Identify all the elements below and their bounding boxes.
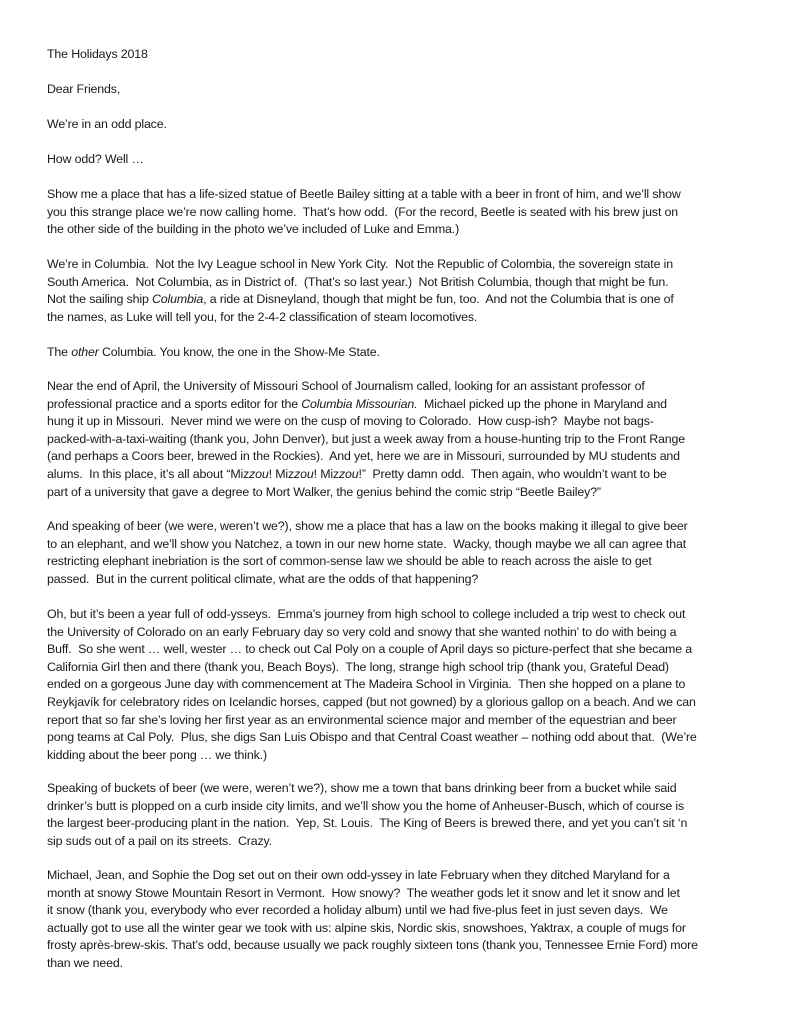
text-run: actually got to use all the winter gear we took with us: alpine skis, Nordic skis, snowshoes, Yaktrax, a couple of mugs for bbox=[47, 920, 686, 935]
italic-text-run: zou bbox=[339, 466, 359, 481]
text-line bbox=[47, 712, 767, 730]
text-run: The Holidays 2018 bbox=[47, 47, 148, 61]
paragraph-beetle-statue bbox=[47, 186, 767, 239]
text-run: Speaking of buckets of beer (we were, weren’t we?), show me a town that bans drinking beer from a bucket while said bbox=[47, 781, 677, 795]
text-line bbox=[47, 536, 767, 554]
text-line bbox=[47, 116, 767, 134]
text-run: California Girl then and there (thank you, Beach Boys). The long, strange high school trip (thank you, Grateful Dead) bbox=[47, 659, 669, 674]
text-run: , a ride at Disneyland, though that might be fun, too. And not the Columbia that is one of bbox=[203, 292, 674, 307]
text-run: Dear Friends, bbox=[47, 82, 121, 96]
text-line bbox=[47, 694, 767, 712]
text-run: you this strange place we’re now calling home. That’s how odd. (For the record, Beetle is seated with his brew just on bbox=[47, 204, 679, 219]
text-run: month at snowy Stowe Mountain Resort in Vermont. How snowy? The weather gods let it snow and let it snow and let bbox=[47, 885, 680, 900]
text-line bbox=[47, 81, 767, 99]
text-run: the other side of the building in the photo we’ve included of Luke and Emma.) bbox=[47, 222, 460, 237]
text-line bbox=[47, 344, 767, 362]
text-run: ! Miz bbox=[313, 466, 340, 481]
text-run: South America. Not Columbia, as in District of. (That’s so last year.) Not British Columbia, though that might be fun. bbox=[47, 274, 669, 289]
text-line bbox=[47, 833, 767, 851]
paragraph-how-odd bbox=[47, 151, 767, 169]
text-line bbox=[47, 256, 767, 274]
text-line bbox=[47, 729, 767, 747]
text-run: than we need. bbox=[47, 955, 123, 970]
text-line bbox=[47, 291, 767, 309]
text-line bbox=[47, 204, 767, 222]
text-run: it snow (thank you, everybody who ever recorded a holiday album) until we had five-plus feet in just seven days. We bbox=[47, 903, 668, 918]
text-run: How odd? Well … bbox=[47, 152, 144, 166]
paragraph-columbia bbox=[47, 256, 767, 326]
text-line bbox=[47, 867, 767, 885]
text-run: We’re in an odd place. bbox=[47, 117, 167, 131]
text-line bbox=[47, 378, 767, 396]
text-line bbox=[47, 413, 767, 431]
text-run: packed-with-a-taxi-waiting (thank you, John Denver), but just a week away from a house-hunting trip to the Front Range bbox=[47, 431, 685, 446]
text-run: sip suds out of a pail on its streets. Crazy. bbox=[47, 833, 272, 848]
text-line bbox=[47, 955, 767, 973]
text-line bbox=[47, 641, 767, 659]
text-run: part of a university that gave a degree to Mort Walker, the genius behind the comic strip “Beetle Bailey?” bbox=[47, 484, 601, 499]
text-run: passed. But in the current political climate, what are the odds of that happening? bbox=[47, 571, 479, 586]
letter-date bbox=[47, 46, 767, 64]
text-line bbox=[47, 937, 767, 955]
text-line bbox=[47, 186, 767, 204]
text-run: restricting elephant inebriation is the sort of common-sense law we should be able to reach across the aisle to get bbox=[47, 554, 652, 569]
italic-text-run: other bbox=[71, 345, 99, 359]
text-line bbox=[47, 518, 767, 536]
italic-text-run: zou bbox=[249, 466, 269, 481]
text-run: Columbia. You know, the one in the Show-Me State. bbox=[98, 345, 380, 359]
text-run: hung it up in Missouri. Never mind we were on the cusp of moving to Colorado. How cusp-ish? Maybe not bags- bbox=[47, 414, 654, 429]
italic-text-run: zou bbox=[294, 466, 314, 481]
text-run: Michael picked up the phone in Maryland and bbox=[417, 396, 667, 411]
text-line bbox=[47, 466, 767, 484]
text-line bbox=[47, 553, 767, 571]
text-line bbox=[47, 780, 767, 798]
text-line bbox=[47, 448, 767, 466]
italic-text-run: Columbia Missourian. bbox=[301, 396, 418, 411]
paragraph-st-louis bbox=[47, 780, 767, 850]
letter-salutation bbox=[47, 81, 767, 99]
text-line bbox=[47, 624, 767, 642]
paragraph-stowe bbox=[47, 867, 767, 973]
text-run: Not the sailing ship bbox=[47, 292, 152, 307]
text-run: drinker’s butt is plopped on a curb inside city limits, and we’ll show you the home of Anheuser-Busch, which of course is bbox=[47, 798, 685, 813]
text-run: Show me a place that has a life-sized statue of Beetle Bailey sitting at a table with a beer in front of him, and we’ll show bbox=[47, 187, 681, 201]
text-line bbox=[47, 676, 767, 694]
text-line bbox=[47, 221, 767, 239]
italic-text-run: Columbia bbox=[151, 292, 204, 307]
text-run: to an elephant, and we’ll show you Natchez, a town in our new home state. Wacky, though maybe we all can agree that bbox=[47, 536, 686, 551]
text-line bbox=[47, 815, 767, 833]
text-run: We’re in Columbia. Not the Ivy League school in New York City. Not the Republic of Colombia, the sovereign state in bbox=[47, 257, 673, 271]
paragraph-other-columbia bbox=[47, 344, 767, 362]
text-run: the names, as Luke will tell you, for the 2-4-2 classification of steam locomotives. bbox=[47, 309, 478, 324]
text-line bbox=[47, 309, 767, 327]
text-run: ! Miz bbox=[268, 466, 295, 481]
paragraph-elephant bbox=[47, 518, 767, 588]
text-run: ended on a gorgeous June day with commencement at The Madeira School in Virginia. Then she hopped on a plane to bbox=[47, 677, 686, 692]
text-run: alums. In this place, it’s all about “Miz bbox=[47, 466, 250, 481]
text-line bbox=[47, 274, 767, 292]
text-run: kidding about the beer pong … we think.) bbox=[47, 747, 267, 762]
text-line bbox=[47, 484, 767, 502]
text-run: Reykjavík for celebratory rides on Icelandic horses, capped (but not gowned) by a glorious gallop on a beach. And we can bbox=[47, 694, 696, 709]
text-run: Oh, but it’s been a year full of odd-ysseys. Emma’s journey from high school to college included a trip west to check out bbox=[47, 607, 686, 621]
text-run: the University of Colorado on an early February day so very cold and snowy that she wanted nothin’ to do with being a bbox=[47, 624, 677, 639]
text-line bbox=[47, 902, 767, 920]
text-line bbox=[47, 571, 767, 589]
text-line bbox=[47, 151, 767, 169]
text-run: the largest beer-producing plant in the nation. Yep, St. Louis. The King of Beers is brewed there, and yet you can’t sit ‘n bbox=[47, 816, 688, 831]
text-run: pong teams at Cal Poly. Plus, she digs San Luis Obispo and that Central Coast weather – nothing odd about that. (We’re bbox=[47, 730, 697, 745]
text-run: The bbox=[47, 345, 72, 359]
text-run: Michael, Jean, and Sophie the Dog set out on their own odd-yssey in late February when they ditched Maryland for a bbox=[47, 868, 670, 882]
text-line bbox=[47, 885, 767, 903]
paragraph-emma bbox=[47, 606, 767, 764]
text-run: !” Pretty damn odd. Then again, who wouldn’t want to be bbox=[358, 466, 667, 481]
paragraph-mizzou bbox=[47, 378, 767, 501]
text-line bbox=[47, 920, 767, 938]
text-line bbox=[47, 798, 767, 816]
text-run: report that so far she’s loving her first year as an environmental science major and member of the equestrian and beer bbox=[47, 712, 677, 727]
text-line bbox=[47, 46, 767, 64]
text-run: Buff. So she went … well, wester … to check out Cal Poly on a couple of April days so picture-perfect that she became a bbox=[47, 642, 693, 657]
text-line bbox=[47, 606, 767, 624]
text-line bbox=[47, 396, 767, 414]
text-line bbox=[47, 747, 767, 765]
text-line bbox=[47, 659, 767, 677]
text-run: frosty après-brew-skis. That’s odd, because usually we pack roughly sixteen tons (thank you, Tennessee Ernie Ford) more bbox=[47, 938, 698, 953]
text-run: (and perhaps a Coors beer, brewed in the Rockies). And yet, here we are in Missouri, surrounded by MU students and bbox=[47, 449, 680, 464]
text-run: And speaking of beer (we were, weren’t we?), show me a place that has a law on the books making it illegal to give beer bbox=[47, 519, 688, 533]
text-run: Near the end of April, the University of Missouri School of Journalism called, looking for an assistant professor of bbox=[47, 379, 645, 393]
paragraph-intro bbox=[47, 116, 767, 134]
text-line bbox=[47, 431, 767, 449]
text-run: professional practice and a sports editor for the bbox=[47, 396, 302, 411]
